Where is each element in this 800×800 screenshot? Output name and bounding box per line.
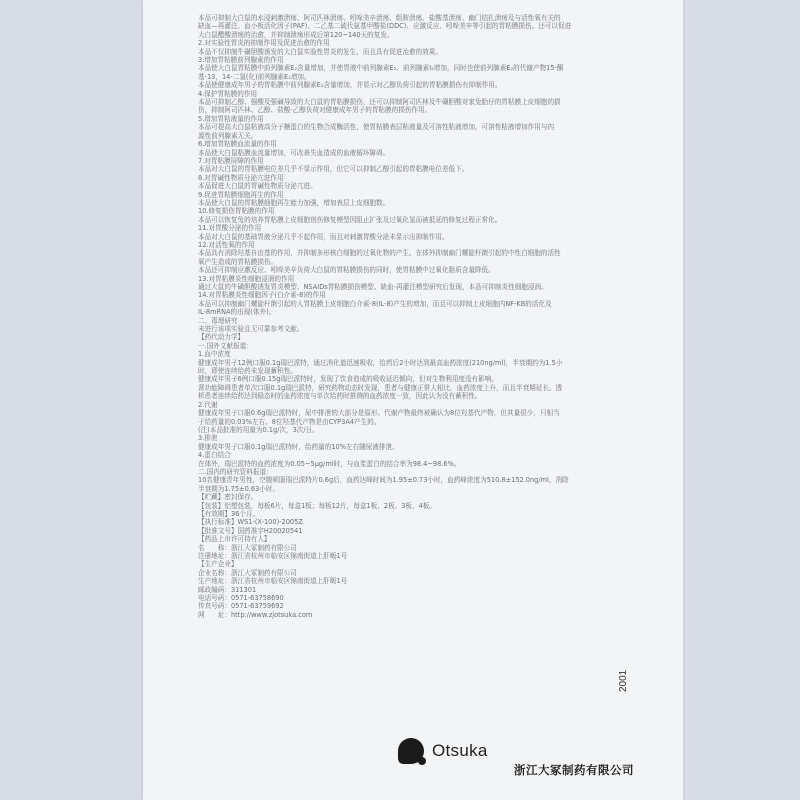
text-line: IL-8mRNA的出现(体外)。 xyxy=(198,308,276,317)
text-line: 本品可抑制大白鼠的水浸刺激溃疡、阿司匹林溃疡、吲哚美辛溃疡、组胺溃疡、盐酸基溃疡、幽门结扎溃疡及与活性氧有关的 xyxy=(198,14,561,22)
text-line: 一.国外文献报道： xyxy=(198,341,253,350)
text-line: 9.促进胃粘膜细胞再生的作用 xyxy=(198,190,284,199)
text-line: 基-13，14-二氢(化)前列腺素E₂增加。 xyxy=(198,72,311,81)
text-line: 企业名称：浙江大冢制药有限公司 xyxy=(198,568,297,577)
text-line: 邮政编码：311301 xyxy=(198,585,257,594)
text-line: 半衰期为1.75±0.63小时。 xyxy=(198,484,280,493)
text-line: 3.增加胃粘膜前列腺素的作用 xyxy=(198,56,284,65)
text-line: 于给药量的0.03%左右。8位羟基代产物是由CYP3A4产生的。 xyxy=(198,417,381,426)
text-line: 健康成年男子6例口服0.15g瑞巴派特时，发现了饮食造成的吸收延迟倾向，但对生物利用度没有影响。 xyxy=(198,375,498,384)
text-line: 注册地址：浙江省杭州市临安区锦南街道上肝畈1号 xyxy=(198,552,348,560)
text-line: 本品使健康成年男子的胃粘膜中前列腺素E₂含量增加，并显示对乙醇负荷引起的胃粘膜损伤有抑制作用。 xyxy=(198,81,502,90)
text-line: 3.排泄 xyxy=(198,434,218,443)
leaflet-text xyxy=(198,14,648,774)
text-line: 时，即使连续给药未发现蓄积性。 xyxy=(198,367,297,376)
text-line: 网 址：http://www.zjotsuka.com xyxy=(198,610,313,619)
text-line: 肾功能障碍患者单次口服0.1g瑞巴派特，研究药物动态时发现，患者与健康正常人相比，血药浓度上升，而且半衰期延长。透 xyxy=(198,383,563,392)
text-line: (注)本品批准的用量为0.1g/次，3次/日。 xyxy=(198,425,319,434)
text-line: 本品可提高大白鼠粘液高分子糖蛋白的生物合成酶活性，使胃粘膜表层粘液量及可溶性粘液增加，可溶性粘液增加作用与内 xyxy=(198,123,555,132)
text-line: 【药品上市许可持有人】 xyxy=(198,535,271,544)
text-line: 源性前列腺素无关。 xyxy=(198,131,258,140)
text-line: 本品促进大白鼠的胃碱性物质分泌亢进。 xyxy=(198,182,317,191)
otsuka-mark-icon xyxy=(398,738,424,764)
text-line: 5.增加胃粘液量的作用 xyxy=(198,114,264,123)
text-line: 析患者连续给药达到稳态时的血药浓度与单次给药时推测的血药浓度一致，因此认为没有蓄积性。 xyxy=(198,392,482,401)
text-line: 2.对实验性胃炎的抑制作用及促进治愈的作用 xyxy=(198,39,330,48)
text-line: 伤，抑制阿司匹林、乙醇、盐酸-乙醇负荷对健康成年男子的胃粘膜的损伤作用。 xyxy=(198,106,432,115)
side-code: 2001 xyxy=(618,669,629,692)
text-line: 生产地址：浙江省杭州市临安区锦南街道上肝畈1号 xyxy=(198,577,348,586)
text-line: 二、毒理研究 xyxy=(198,316,238,325)
text-line: 【包装】铝塑包装，每板6片，每盒1板；每板12片，每盒1板、2板、3板、4板。 xyxy=(198,501,436,510)
text-line: 本品使大白鼠胃粘膜中前列腺素E₂含量增加，并使胃液中前列腺素E₂、前列腺素I₂增加，同时也使前列腺素E₂的代谢产物15-酮 xyxy=(198,64,564,73)
text-line: 电话号码：0571-63758690 xyxy=(198,594,284,603)
text-line: 12.对活性氧的作用 xyxy=(198,240,255,249)
text-line: 通过大鼠的牛磺胆酸诱发胃炎模型、NSAIDs胃粘膜损伤模型、缺血-再灌注模型研究后发现，本品可抑制炎性细胞浸润。 xyxy=(198,283,548,291)
company-name: 浙江大冢制药有限公司 xyxy=(514,763,634,777)
text-line: 7.对胃粘膜屏障的作用 xyxy=(198,156,264,165)
text-line: 4.保护胃粘膜的作用 xyxy=(198,89,258,98)
text-line: 2.代谢 xyxy=(198,400,218,409)
text-line: 本品不仅抑制牛磺胆酸诱发的大白鼠实验性胃炎的发生，而且具有促进治愈的效果。 xyxy=(198,47,442,56)
text-line: 本品使大白鼠粘膜血流量增加，可改善失血造成的血液循环障碍。 xyxy=(198,148,390,157)
text-line: 14.对胃粘膜炎性细胞因子(白介素-8)的作用 xyxy=(198,291,326,300)
text-line: 【批准文号】国药准字H20020541 xyxy=(198,526,303,535)
text-line: 本品使大白鼠的胃粘膜细胞再生能力加强，增加表层上皮细胞数。 xyxy=(198,198,390,207)
text-line: 8.对胃碱性物质分泌亢进作用 xyxy=(198,173,284,182)
text-line: 6.增加胃粘膜血流量的作用 xyxy=(198,140,277,149)
text-line: 【生产企业】 xyxy=(198,560,238,569)
text-line: 【药代动力学】 xyxy=(198,333,245,342)
text-line: 本品对大白鼠的基础胃液分泌几乎不起作用，而且对刺激胃酸分泌未显示出抑制作用。 xyxy=(198,232,449,241)
text-line: 健康成年男子口服0.6g瑞巴派特时，尿中排泄的大部分是原形。代谢产物最终被确认为8位羟基代产物，但其量很少，只相当 xyxy=(198,409,560,418)
text-line: 本品可以抑制幽门螺旋杆菌引起的人胃粘膜上皮细胞白介素-8(IL-8)产生的增加，而且可以抑制上皮细胞内NF-KB的活化及 xyxy=(198,299,552,308)
text-line: 11.对胃酸分泌的作用 xyxy=(198,224,262,233)
otsuka-logo xyxy=(398,738,488,764)
text-line: 10.修复损伤胃粘膜的作用 xyxy=(198,207,275,216)
text-line: 健康成年男子口服0.1g瑞巴派特时，给药量的10%左右随尿液排泄。 xyxy=(198,442,399,451)
text-line: 本品对大白鼠的胃粘膜电位差几乎不显示作用，但它可以抑制乙醇引起的胃粘膜电位差低下。 xyxy=(198,165,469,174)
text-line: 氧产生造成的胃粘膜损伤。 xyxy=(198,257,278,266)
text-line: 大白鼠醋酸溃疡的治愈，并抑制溃疡形成后第120~140天的复发。 xyxy=(198,30,394,39)
text-line: 二.国内的研究资料报道： xyxy=(198,467,273,476)
text-line: 在体外，瑞巴派特的血药浓度为0.05~5μg/ml时，与血浆蛋白的结合率为98.4~98.6%。 xyxy=(198,459,461,468)
text-line: 未进行该项实验且无可靠参考文献。 xyxy=(198,325,304,334)
text-line: 本品还可抑制应激反应、吲哚美辛负荷大白鼠的胃粘膜损伤的同时，使胃粘膜中过氧化脂质含量降低。 xyxy=(198,266,495,275)
text-line: 1.血中浓度 xyxy=(198,350,231,359)
text-line: 4.蛋白结合 xyxy=(198,451,231,460)
logo-brand-name: Otsuka xyxy=(432,741,488,760)
text-line: 本品可抑制乙醇、强酸及强碱导致的大白鼠的胃粘膜损伤，还可以抑制阿司匹林及牛磺胆酸对家兔胎仔的胃粘膜上皮细胞的损 xyxy=(198,98,561,107)
text-line: 本品可以恢复兔的培养胃粘膜上皮细胞创伤修复模型因阻止扩张及过氧化氢而被抵延的修复过程正常化。 xyxy=(198,215,502,224)
text-line: 【有效期】36个月。 xyxy=(198,509,260,518)
text-line: 传真号码：0571-63759692 xyxy=(198,602,284,611)
text-line: 【执行标准】WS1-(X-100)-2005Z xyxy=(198,518,303,527)
text-line: 【贮藏】密封保存。 xyxy=(198,493,258,502)
text-line: 13.对胃粘膜炎性细胞浸润的作用 xyxy=(198,274,295,283)
text-line: 本品具有消除羟基自由基的作用，并抑制多形核白细胞的过氧化物的产生。在体外抑制幽门螺旋杆菌引起的中性白细胞的活性 xyxy=(198,249,561,258)
text-line: 健康成年男子12例口服0.1g瑞巴派特，通过消化道迅速吸收，给药后2小时达到最高血药浓度(210ng/ml)，半衰期约为1.5小 xyxy=(198,358,563,367)
text-line: 缺血—再灌注、血小板活化因子(PAF)、二乙基二硫代氨基甲酸盐(DDC)、应激反应、吲哚美辛等引起的胃粘膜损伤。还可以促进 xyxy=(198,22,572,31)
text-line: 名 称：浙江大冢制药有限公司 xyxy=(198,543,297,552)
text-line: 10名健康青年男性，空腹顿服瑞巴派特片0.6g后，血药达峰时间为1.95±0.73小时，血药峰浓度为510.8±152.0ng/ml，消除 xyxy=(198,476,569,485)
